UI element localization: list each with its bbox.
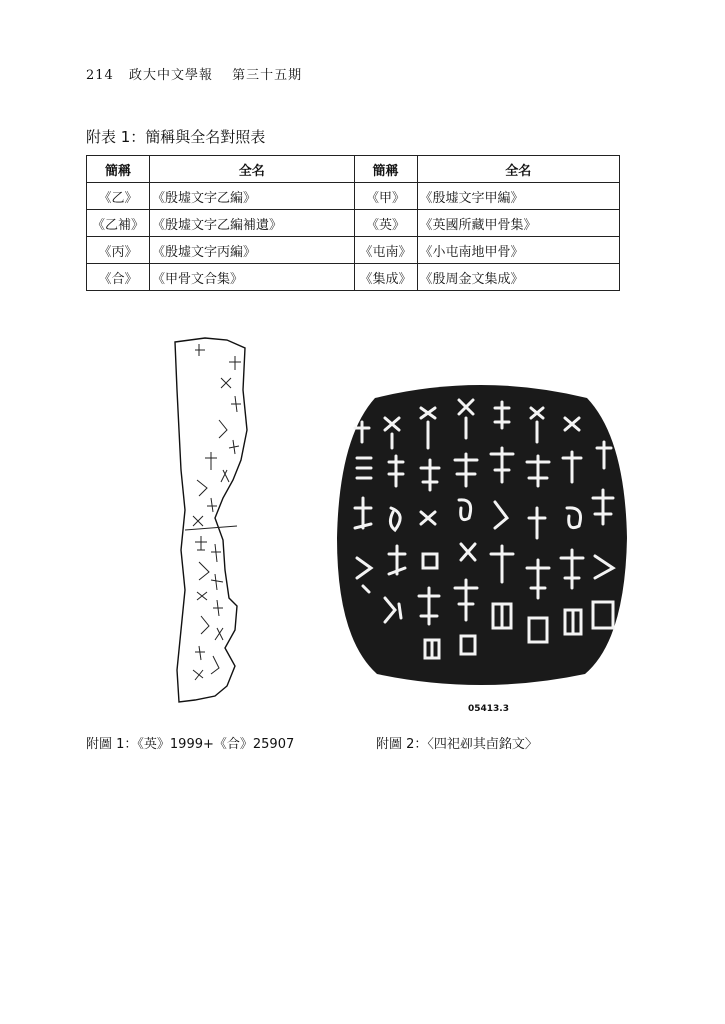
abbr-cell: 《英》: [354, 210, 417, 237]
full-name-cell: 《殷墟文字丙編》: [150, 237, 355, 264]
abbr-cell: 《集成》: [354, 264, 417, 291]
issue-number: 第三十五期: [232, 68, 303, 83]
abbr-cell: 《乙補》: [87, 210, 150, 237]
abbr-cell: 《屯南》: [354, 237, 417, 264]
abbr-cell: 《甲》: [354, 183, 417, 210]
full-name-cell: 《殷墟文字乙編補遺》: [150, 210, 355, 237]
journal-name: 政大中文學報: [128, 68, 213, 83]
running-head: [86, 64, 302, 83]
table-row: [87, 183, 620, 210]
abbr-cell: 《乙》: [87, 183, 150, 210]
figure2-catalog-number: 05413.3: [468, 704, 509, 714]
oracle-bone-drawing: [165, 330, 255, 710]
full-name-cell: 《英國所藏甲骨集》: [417, 210, 619, 237]
table-row: [87, 237, 620, 264]
full-name-cell: 《殷墟文字甲編》: [417, 183, 619, 210]
full-name-cell: 《殷墟文字乙編》: [150, 183, 355, 210]
header-full-1: 全名: [150, 156, 355, 183]
figure2-caption: 附圖 2：〈四祀𠨘其卣銘文〉: [376, 737, 538, 752]
abbr-cell: 《合》: [87, 264, 150, 291]
figure1-caption: 附圖 1：《英》1999+《合》25907: [86, 737, 295, 752]
full-name-cell: 《甲骨文合集》: [150, 264, 355, 291]
page-number: 214: [86, 68, 114, 83]
header-abbr-1: 簡稱: [87, 156, 150, 183]
abbreviation-table: [86, 155, 620, 291]
table-row: [87, 210, 620, 237]
header-abbr-2: 簡稱: [354, 156, 417, 183]
full-name-cell: 《小屯南地甲骨》: [417, 237, 619, 264]
full-name-cell: 《殷周金文集成》: [417, 264, 619, 291]
bronze-inscription-rubbing: [335, 378, 628, 688]
header-full-2: 全名: [417, 156, 619, 183]
abbr-cell: 《丙》: [87, 237, 150, 264]
table-header-row: [87, 156, 620, 183]
table-caption: 附表 1：簡稱與全名對照表: [86, 128, 266, 146]
table-row: [87, 264, 620, 291]
